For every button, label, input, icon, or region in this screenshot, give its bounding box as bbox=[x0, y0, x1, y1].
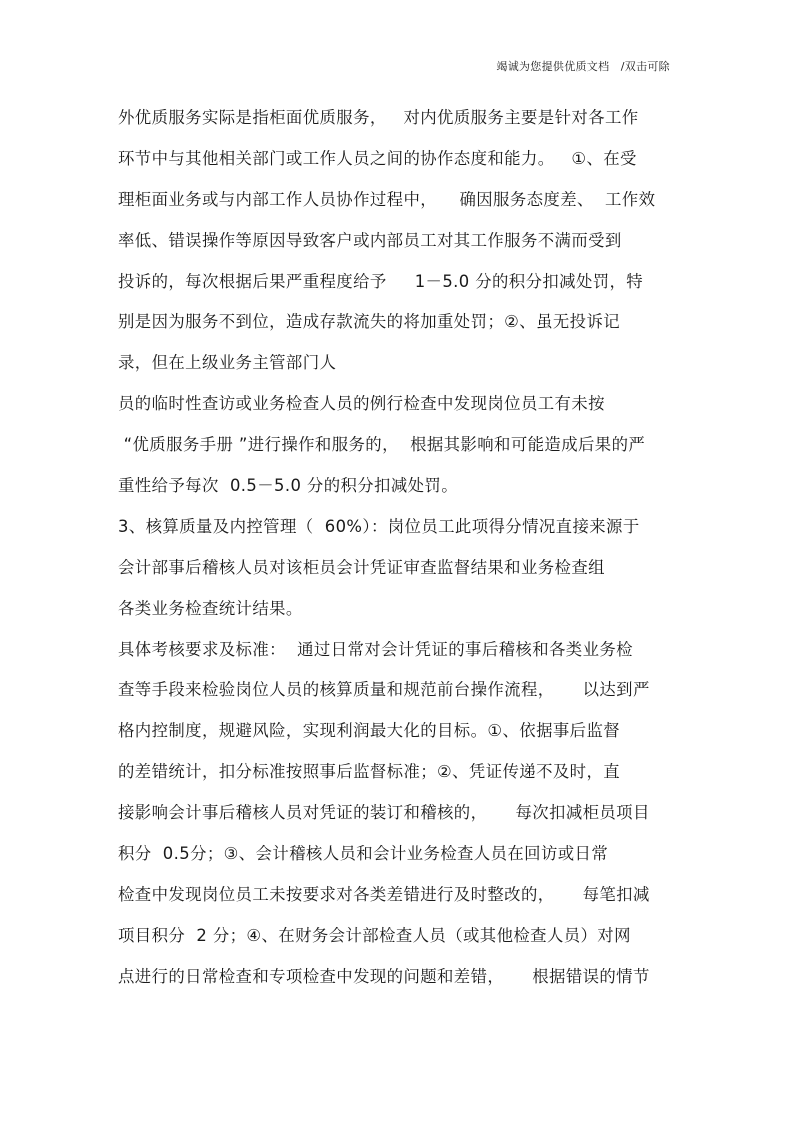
text-line: 积分 0.5分；③、会计稽核人员和会计业务检查人员在回访或日常 bbox=[118, 844, 609, 864]
text-line: 员的临时性查访或业务检查人员的例行检查中发现岗位员工有未按 bbox=[118, 394, 605, 414]
text-line: 外优质服务实际是指柜面优质服务， 对内优质服务主要是针对各工作 bbox=[118, 108, 639, 127]
text-line: 检查中发现岗位员工未按要求对各类差错进行及时整改的， 每笔扣减 bbox=[118, 884, 650, 904]
page-header: 竭诚为您提供优质文档 /双击可除 bbox=[496, 60, 670, 73]
text-line: 理柜面业务或与内部工作人员协作过程中， 确因服务态度差、 工作效 bbox=[118, 189, 656, 209]
text-line: 各类业务检查统计结果。 bbox=[118, 598, 303, 618]
text-line: 环节中与其他相关部门或工作人员之间的协作态度和能力。 ①、在受 bbox=[118, 148, 637, 168]
text-line: 项目积分 2 分；④、在财务会计部检查人员（或其他检查人员）对网 bbox=[118, 925, 631, 945]
text-line: 录，但在上级业务主管部门人 bbox=[118, 353, 337, 373]
text-line: 接影响会计事后稽核人员对凭证的装订和稽核的， 每次扣减柜员项目 bbox=[118, 803, 650, 823]
text-line: 点进行的日常检查和专项检查中发现的问题和差错， 根据错误的情节 bbox=[118, 966, 650, 986]
text-line: 率低、错误操作等原因导致客户或内部员工对其工作服务不满而受到 bbox=[118, 230, 622, 250]
text-line: 重性给予每次 0.5－5.0 分的积分扣减处罚。 bbox=[118, 476, 459, 496]
text-line: 3、核算质量及内控管理（ 60%）：岗位员工此项得分情况直接来源于 bbox=[118, 516, 640, 536]
text-line: 具体考核要求及标准： 通过日常对会计凭证的事后稽核和各类业务检 bbox=[118, 639, 633, 659]
text-line: 格内控制度，规避风险，实现利润最大化的目标。①、依据事后监督 bbox=[118, 721, 621, 741]
text-line: “优质服务手册 ”进行操作和服务的， 根据其影响和可能造成后果的严 bbox=[118, 435, 646, 455]
body-text bbox=[118, 104, 678, 1004]
text-line: 别是因为服务不到位，造成存款流失的将加重处罚；②、虽无投诉记 bbox=[118, 312, 621, 332]
text-line: 投诉的，每次根据后果严重程度给予 1－5.0 分的积分扣减处罚，特 bbox=[118, 271, 644, 291]
text-line: 查等手段来检验岗位人员的核算质量和规范前台操作流程， 以达到严 bbox=[118, 680, 650, 700]
text-line: 的差错统计，扣分标准按照事后监督标准；②、凭证传递不及时，直 bbox=[118, 762, 621, 782]
text-line: 会计部事后稽核人员对该柜员会计凭证审查监督结果和业务检查组 bbox=[118, 557, 605, 577]
